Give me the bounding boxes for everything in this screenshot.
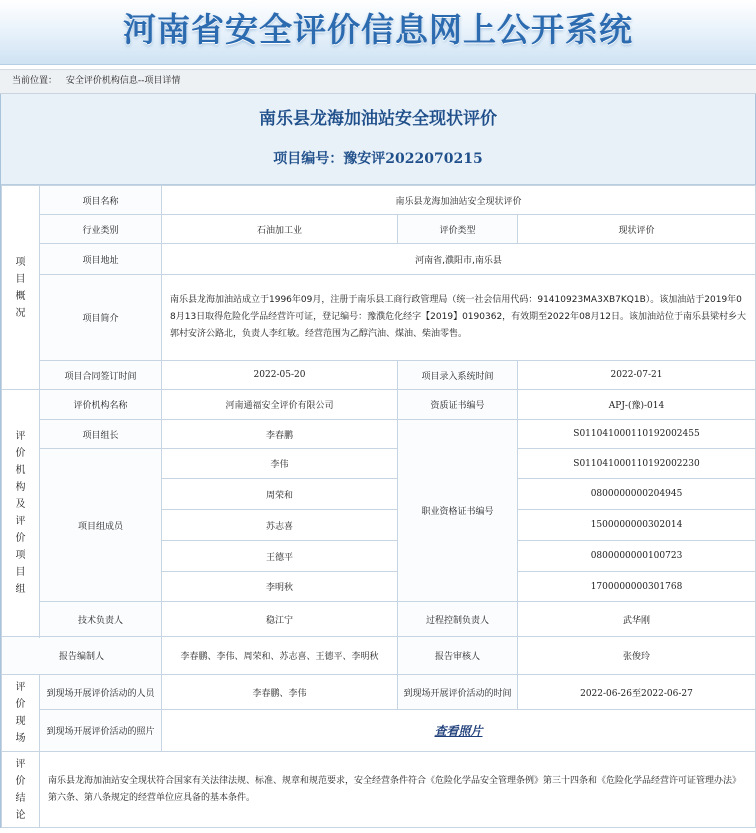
section-org: 评价机构及评价项目组 — [2, 390, 40, 637]
breadcrumb-label: 当前位置： — [12, 76, 58, 86]
breadcrumb — [0, 69, 756, 94]
contract-time-value: 2022-05-20 — [162, 361, 398, 390]
site-photo-label: 到现场开展评价活动的照片 — [40, 710, 162, 752]
member-cert: S011041000110192002230 — [518, 449, 756, 479]
leader-label: 项目组长 — [40, 420, 162, 449]
member-cert: 0800000000204945 — [518, 479, 756, 510]
industry-label: 行业类别 — [40, 215, 162, 244]
address-label: 项目地址 — [40, 244, 162, 275]
report-writer-label: 报告编制人 — [2, 637, 162, 675]
address-value: 河南省,濮阳市,南乐县 — [162, 244, 756, 275]
project-info-table — [1, 185, 756, 828]
member-cert: 0800000000100723 — [518, 541, 756, 572]
project-name-label: 项目名称 — [40, 186, 162, 215]
tech-lead-label: 技术负责人 — [40, 602, 162, 637]
eval-type-label: 评价类型 — [398, 215, 518, 244]
member-name: 王德平 — [162, 541, 398, 572]
member-cert: S011041000110192002455 — [518, 420, 756, 449]
site-time-label: 到现场开展评价活动的时间 — [398, 675, 518, 710]
report-reviewer-value: 张俊玲 — [518, 637, 756, 675]
site-banner — [0, 0, 756, 65]
member-name: 李伟 — [162, 449, 398, 479]
member-cert: 1500000000302014 — [518, 510, 756, 541]
project-title: 南乐县龙海加油站安全现状评价 — [259, 109, 497, 129]
project-header — [1, 94, 755, 185]
eval-type-value: 现状评价 — [518, 215, 756, 244]
member-name: 周荣和 — [162, 479, 398, 510]
section-conclusion: 评价结论 — [2, 752, 40, 828]
breadcrumb-path[interactable]: 安全评价机构信息--项目详情 — [65, 76, 181, 86]
intro-value: 南乐县龙海加油站成立于1996年09月，注册于南乐县工商行政管理局（统一社会信用代码：91410923MA3XB7KQ1B）。该加油站于2019年08月13日取得危险化学品经营许可证，登记编号：豫濮危化经字【2019】0190362，有效期至2022年08月12日。该加油站位于南乐县梁村乡大郭村安济公路北，负责人李红敏。经营范围为乙醇汽油、煤油、柴油零售。 — [162, 275, 756, 361]
section-overview: 项目概况 — [2, 186, 40, 390]
site-staff-label: 到现场开展评价活动的人员 — [40, 675, 162, 710]
tech-lead-value: 稳江宁 — [162, 602, 398, 637]
site-staff-value: 李春鹏、李伟 — [162, 675, 398, 710]
process-lead-label: 过程控制负责人 — [398, 602, 518, 637]
conclusion-text: 南乐县龙海加油站安全现状符合国家有关法律法规、标准、规章和规范要求，安全经营条件符合《危险化学品安全管理条例》第三十四条和《危险化学品经营许可证管理办法》第六条、第八条规定的经营单位应具备的基本条件。 — [40, 752, 756, 828]
view-photos-link[interactable]: 查看照片 — [434, 724, 483, 738]
org-name-value: 河南通福安全评价有限公司 — [162, 390, 398, 420]
entry-time-value: 2022-07-21 — [518, 361, 756, 390]
intro-label: 项目简介 — [40, 275, 162, 361]
member-name: 李明秋 — [162, 572, 398, 602]
system-title: 河南省安全评价信息网上公开系统 — [123, 10, 633, 49]
report-reviewer-label: 报告审核人 — [398, 637, 518, 675]
process-lead-value: 武华刚 — [518, 602, 756, 637]
qualification-label: 职业资格证书编号 — [398, 420, 518, 602]
project-name-value: 南乐县龙海加油站安全现状评价 — [162, 186, 756, 215]
project-number: 项目编号：豫安评2022070215 — [273, 151, 483, 167]
member-name: 苏志喜 — [162, 510, 398, 541]
report-writer-value: 李春鹏、李伟、周荣和、苏志喜、王德平、李明秋 — [162, 637, 398, 675]
member-cert: 1700000000301768 — [518, 572, 756, 602]
industry-value: 石油加工业 — [162, 215, 398, 244]
member-name: 李春鹏 — [162, 420, 398, 449]
section-site: 评价现场 — [2, 675, 40, 752]
site-photo-cell — [162, 710, 756, 752]
contract-time-label: 项目合同签订时间 — [40, 361, 162, 390]
entry-time-label: 项目录入系统时间 — [398, 361, 518, 390]
org-name-label: 评价机构名称 — [40, 390, 162, 420]
members-label: 项目组成员 — [40, 449, 162, 602]
cert-no-label: 资质证书编号 — [398, 390, 518, 420]
cert-no-value: APJ-(豫)-014 — [518, 390, 756, 420]
project-detail — [0, 94, 756, 828]
site-time-value: 2022-06-26至2022-06-27 — [518, 675, 756, 710]
